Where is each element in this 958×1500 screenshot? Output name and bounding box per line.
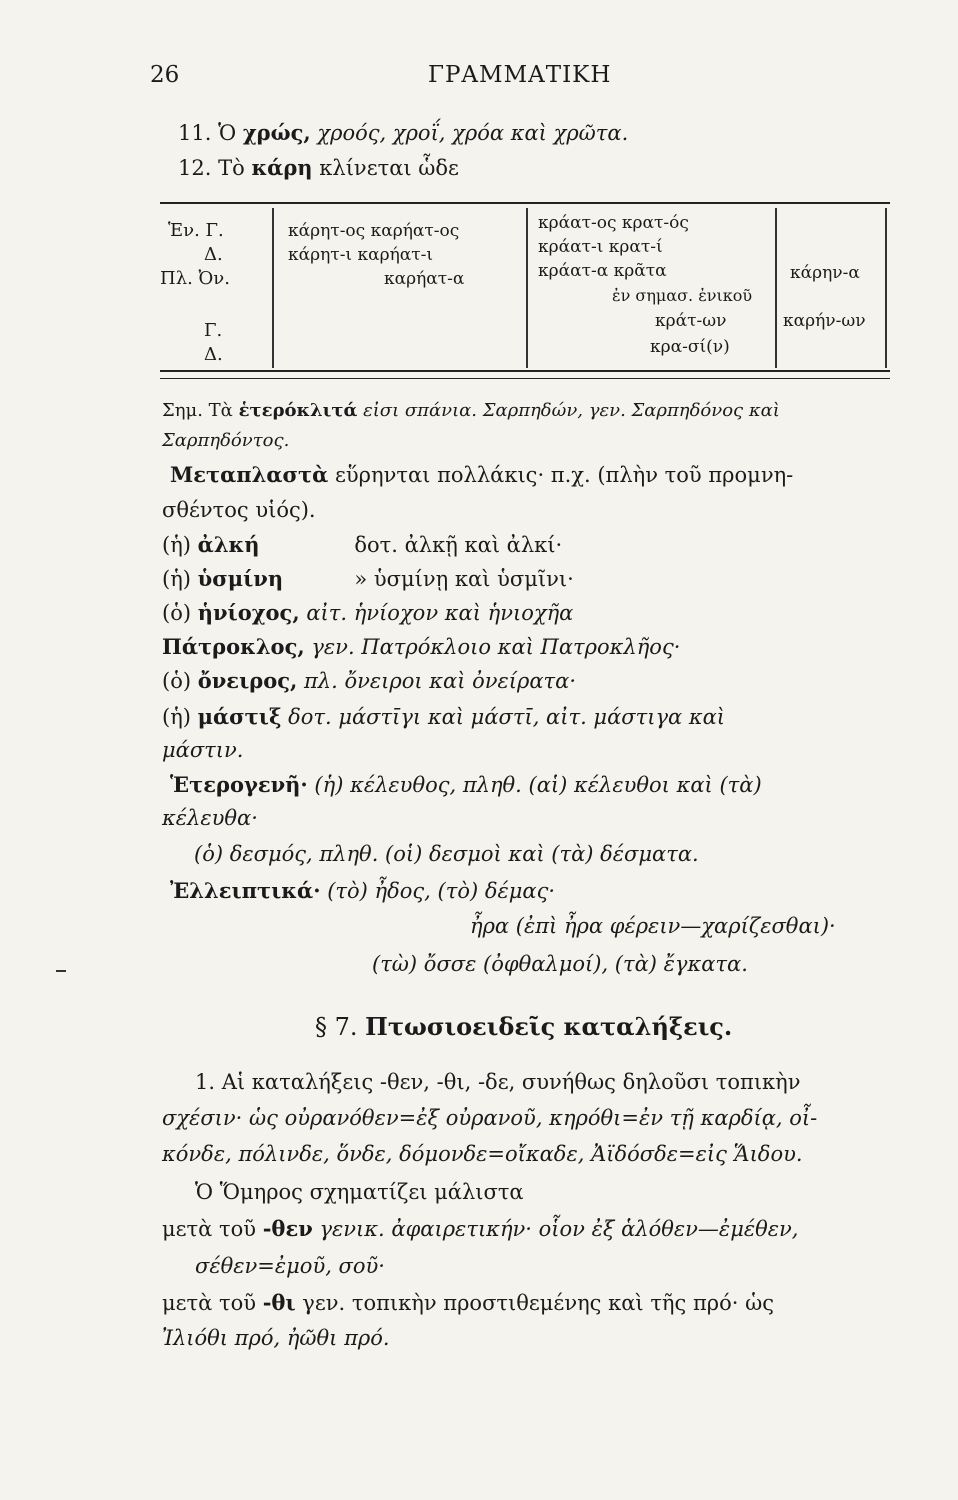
paragraph-line: Ὁ Ὅμηρος σχηματίζει μάλιστα [195, 1180, 524, 1204]
term: Μεταπλαστὰ [170, 462, 329, 487]
note-line [162, 400, 780, 421]
table-cell: κάρητ-ι καρήατ-ι [288, 245, 434, 265]
running-title: ΓΡΑΜΜΑΤΙΚΗ [428, 62, 612, 88]
paragraph-line: σέθεν=ἐμοῦ, σοῦ· [195, 1254, 385, 1278]
heterogeni-line: (ὁ) δεσμός, πληθ. (οἱ) δεσμοὶ καὶ (τὰ) δέσματα. [194, 842, 699, 866]
item-11 [178, 120, 628, 145]
paragraph-line [162, 1216, 798, 1241]
text: κλίνεται ὧδε [319, 156, 459, 180]
col-divider [526, 208, 528, 368]
example-line [162, 634, 680, 659]
col-divider [885, 208, 887, 368]
text: πλ. ὄνειροι καὶ ὀνείρατα· [303, 669, 577, 693]
table-top-rule [160, 202, 890, 204]
suffix: -θι [262, 1290, 296, 1315]
text: μετὰ τοῦ [162, 1217, 257, 1241]
example-line [162, 600, 573, 625]
page-number: 26 [150, 62, 180, 88]
example-line: μάστιν. [162, 738, 244, 762]
example-line [162, 566, 574, 591]
headword: ὑσμίνη [197, 566, 284, 591]
term: ἑτερόκλιτά [238, 400, 358, 421]
section-number: § 7. [315, 1013, 358, 1041]
table-cell: κάρην-α [790, 263, 860, 283]
table-bottom-rule-2 [160, 378, 890, 379]
paragraph-line [162, 1290, 774, 1315]
text: αἰτ. ἡνίοχον καὶ ἡνιοχῆα [306, 601, 574, 625]
heterogeni-line [170, 772, 762, 797]
paragraph-line: 1. Αἱ καταλήξεις -θεν, -θι, -δε, συνήθως δηλοῦσι τοπικὴν [195, 1070, 801, 1094]
section-title: Πτωσιοειδεῖς καταλήξεις. [365, 1012, 733, 1041]
text: (ἡ) κέλευθος, πληθ. (αἱ) κέλευθοι καὶ (τὰ) [314, 773, 762, 797]
note-label: Σημ. [162, 400, 203, 421]
case-label: Δ. [204, 244, 223, 265]
item-number: 12. [178, 156, 212, 180]
headword: Πάτροκλος, [162, 634, 305, 659]
text: γεν. Πατρόκλοιο καὶ Πατροκλῆος· [311, 635, 681, 659]
suffix: -θεν [262, 1216, 313, 1241]
article: (ὁ) [162, 669, 192, 693]
text: δοτ. μάστῑγι καὶ μάστῑ, αἰτ. μάστιγα καὶ [288, 705, 726, 729]
elleiptika-line: ἦρα (ἐπὶ ἦρα φέρειν—χαρίζεσθαι)· [470, 914, 836, 938]
item-12 [178, 155, 459, 180]
headword: κάρη [251, 155, 313, 180]
section-heading [315, 1012, 732, 1041]
margin-mark [56, 970, 66, 972]
forms: χροός, χροΐ, χρόα καὶ χρῶτα. [317, 121, 629, 145]
text: γεν. τοπικὴν προστιθεμένης καὶ τῆς πρό· ὡς [302, 1291, 774, 1315]
article: (ἡ) [162, 533, 191, 557]
text: Τὰ [208, 400, 233, 421]
headword: ἀλκή [197, 532, 260, 557]
case-label: Πλ. Ὀν. [160, 268, 230, 289]
case-label: Δ. [204, 344, 223, 365]
text: εὕρηνται πολλάκις· π.χ. (πλὴν τοῦ προμνη- [335, 463, 794, 487]
metaplasta-line: σθέντος υἱός). [162, 498, 316, 522]
article: (ἡ) [162, 567, 191, 591]
table-cell: κρα-σί(ν) [650, 337, 730, 357]
paragraph-line: Ἰλιόθι πρό, ἠῶθι πρό. [162, 1326, 390, 1350]
table-cell: καρήν-ων [783, 311, 866, 331]
term: Ἑτερογενῆ· [170, 772, 308, 797]
example-line [162, 532, 562, 557]
heterogeni-line: κέλευθα· [162, 806, 258, 830]
example-line [162, 668, 576, 693]
table-cell: κράτ-ων [655, 311, 727, 331]
text: εἰσι σπάνια. Σαρπηδών, γεν. Σαρπηδόνος καὶ [363, 400, 780, 421]
headword: ὄνειρος, [197, 668, 298, 693]
text: δοτ. ἀλκῇ καὶ ἀλκί· [354, 533, 563, 557]
col-divider [272, 208, 274, 368]
text: » ὑσμίνῃ καὶ ὑσμῖνι· [354, 567, 574, 591]
article: (ὁ) [162, 601, 192, 625]
elleiptika-line [170, 878, 555, 903]
paragraph-line: σχέσιν· ὡς οὐρανόθεν=ἐξ οὐρανοῦ, κηρόθι=ἐν τῇ καρδίᾳ, οἶ- [162, 1106, 818, 1130]
elleiptika-line: (τὼ) ὄσσε (ὀφθαλμοί), (τὰ) ἔγκατα. [372, 952, 748, 976]
text: γενικ. ἀφαιρετικήν· οἷον ἐξ ἁλόθεν—ἐμέθεν, [319, 1217, 799, 1241]
case-label: Γ. [204, 320, 223, 341]
article: (ἡ) [162, 705, 191, 729]
table-cell: κράατ-ος κρατ-ός [538, 213, 689, 233]
table-cell: κράατ-α κρᾶτα [538, 261, 667, 281]
text: μετὰ τοῦ [162, 1291, 257, 1315]
table-cell: ἐν σημασ. ἑνικοῦ [612, 286, 753, 305]
article: Τὸ [218, 156, 245, 180]
paragraph-line: κόνδε, πόλινδε, ὅνδε, δόμονδε=οἴκαδε, Ἀϊδόσδε=εἰς Ἅιδου. [162, 1142, 803, 1166]
table-cell: κράατ-ι κρατ-ί [538, 237, 663, 257]
metaplasta-line [170, 462, 793, 487]
case-label: Ἑν. Γ. [168, 220, 224, 241]
headword: ἡνίοχος, [197, 600, 300, 625]
table-cell: καρήατ-α [384, 269, 465, 289]
example-line [162, 704, 725, 729]
item-number: 11. [178, 121, 212, 145]
headword: μάστιξ [197, 704, 282, 729]
headword: χρώς, [242, 120, 311, 145]
table-cell: κάρητ-ος καρήατ-ος [288, 221, 460, 241]
article: Ὁ [218, 121, 237, 145]
note-line: Σαρπηδόντος. [162, 430, 290, 451]
col-divider [775, 208, 777, 368]
text: (τὸ) ἦδος, (τὸ) δέμας· [327, 879, 556, 903]
table-bottom-rule [160, 370, 890, 372]
term: Ἐλλειπτικά· [170, 878, 321, 903]
